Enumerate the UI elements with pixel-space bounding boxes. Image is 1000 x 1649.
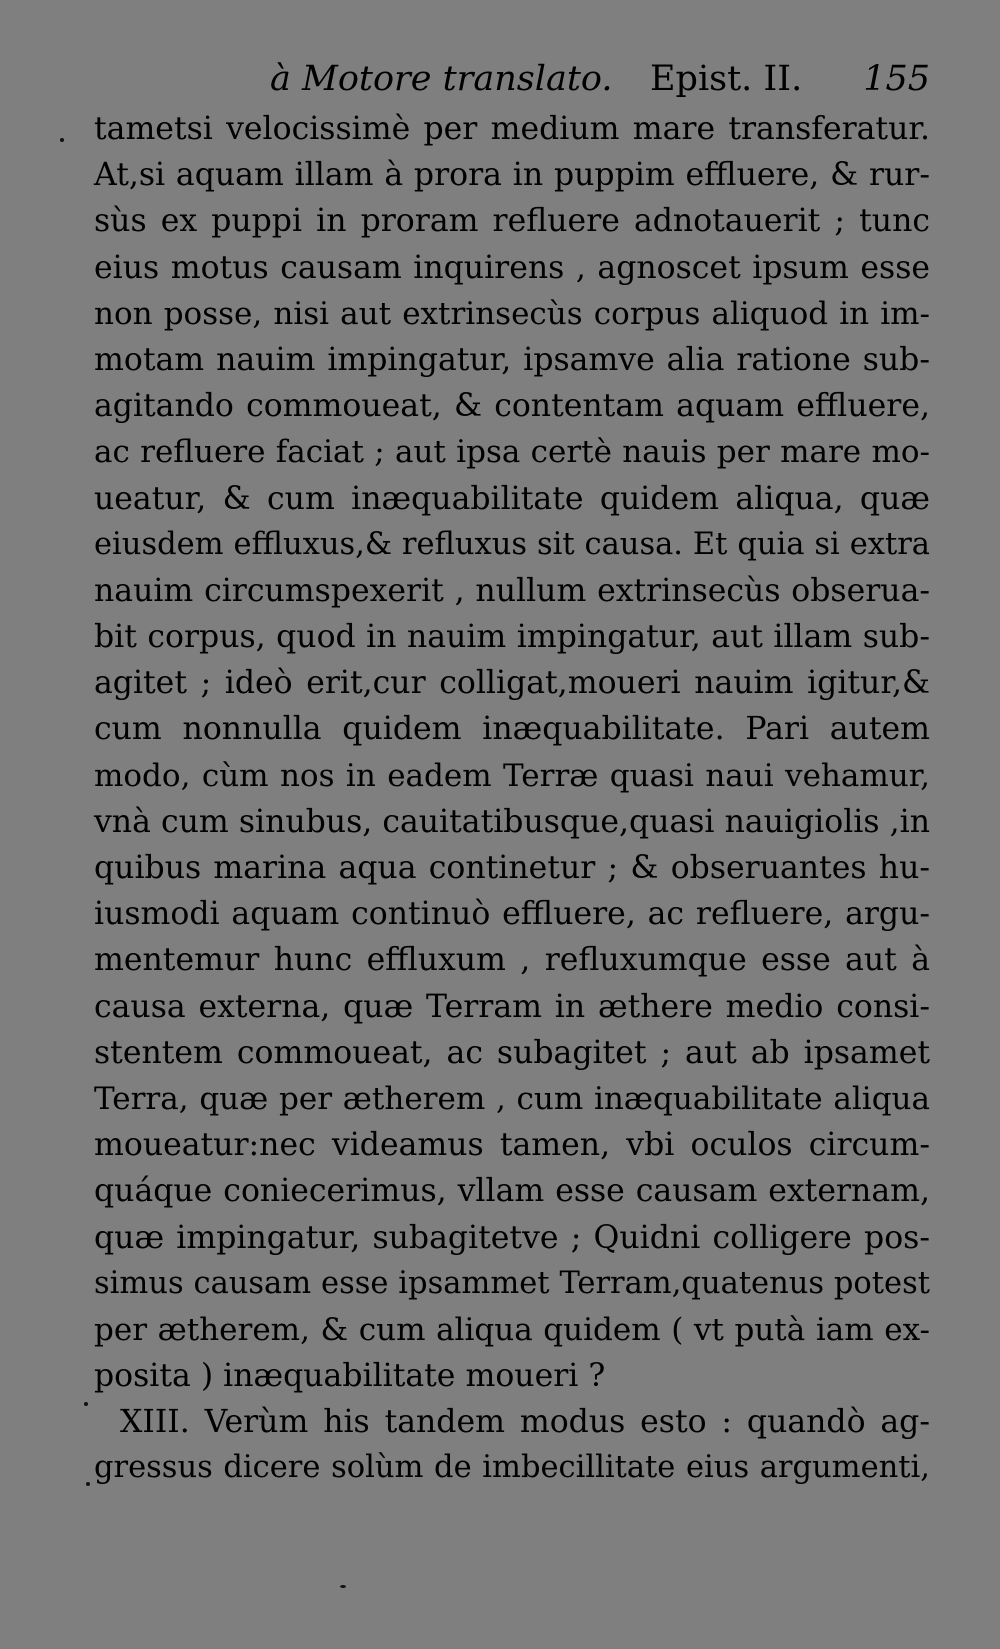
text-line: bit corpus, quod in nauim impingatur, aut illam sub- — [94, 619, 930, 656]
text-line: moueatur:nec videamus tamen, vbi oculos circum- — [94, 1127, 930, 1164]
text-line: iusmodi aquam continuò effluere, ac refluere, argu- — [94, 896, 930, 933]
text-line: cum nonnulla quidem inæquabilitate. Pari autem — [94, 711, 930, 748]
running-head-epistle: Epist. II. — [650, 59, 803, 99]
ink-speck — [86, 1482, 90, 1486]
text-line: gressus dicere solùm de imbecillitate eius argumenti, — [94, 1450, 930, 1486]
ink-speck — [340, 1585, 346, 1588]
text-line: ac refluere faciat ; aut ipsa certè nauis per mare mo- — [94, 434, 930, 471]
body-text — [94, 106, 930, 1492]
text-line: sùs ex puppi in proram refluere adnotauerit ; tunc — [94, 203, 930, 240]
text-line: At,si aquam illam à prora in puppim effluere, & rur- — [94, 157, 930, 194]
text-line: stentem commoueat, ac subagitet ; aut ab ipsamet — [94, 1034, 930, 1071]
text-line: ueatur, & cum inæquabilitate quidem aliqua, quæ — [94, 480, 930, 517]
text-line: eius motus causam inquirens , agnoscet ipsum esse — [94, 249, 930, 286]
text-line: nauim circumspexerit , nullum extrinsecùs obserua- — [94, 572, 930, 609]
text-line: eiusdem effluxus,& refluxus sit causa. Et quia si extra — [94, 526, 930, 562]
text-line: quibus marina aqua continetur ; & obseruantes hu- — [94, 850, 930, 886]
text-line: Terra, quæ per ætherem , cum inæquabilitate aliqua — [94, 1080, 930, 1117]
section-heading-line: XIII. Verùm his tandem modus esto : quandò ag- — [120, 1404, 930, 1441]
text-line: vnà cum sinubus, cauitatibusque,quasi nauigiolis ,in — [94, 803, 930, 840]
text-line: simus causam esse ipsammet Terram,quatenus potest — [94, 1265, 930, 1301]
running-head-title: à Motore translato. — [270, 59, 613, 99]
text-line: posita ) inæquabilitate moueri ? — [94, 1358, 606, 1395]
page-number: 155 — [863, 59, 930, 99]
text-line: agitando commoueat, & contentam aquam effluere, — [94, 388, 930, 425]
running-head — [270, 56, 930, 102]
ink-speck — [60, 138, 64, 142]
text-line: agitet ; ideò erit,cur colligat,moueri nauim igitur,& — [94, 665, 930, 702]
text-line: quæ impingatur, subagitetve ; Quidni colligere pos- — [94, 1219, 930, 1256]
text-line: motam nauim impingatur, ipsamve alia ratione sub- — [94, 341, 930, 378]
text-line: non posse, nisi aut extrinsecùs corpus aliquod in im- — [94, 295, 930, 332]
text-line: per ætherem, & cum aliqua quidem ( vt putà iam ex- — [94, 1311, 930, 1348]
ink-speck — [84, 1402, 88, 1406]
text-line: tametsi velocissimè per medium mare transferatur. — [94, 111, 930, 147]
text-line: modo, cùm nos in eadem Terræ quasi naui vehamur, — [94, 757, 930, 794]
text-line: mentemur hunc effluxum , refluxumque esse aut à — [94, 942, 930, 979]
text-line: quáque coniecerimus, vllam esse causam externam, — [94, 1173, 930, 1210]
text-line: causa externa, quæ Terram in æthere medio consi- — [94, 988, 930, 1025]
